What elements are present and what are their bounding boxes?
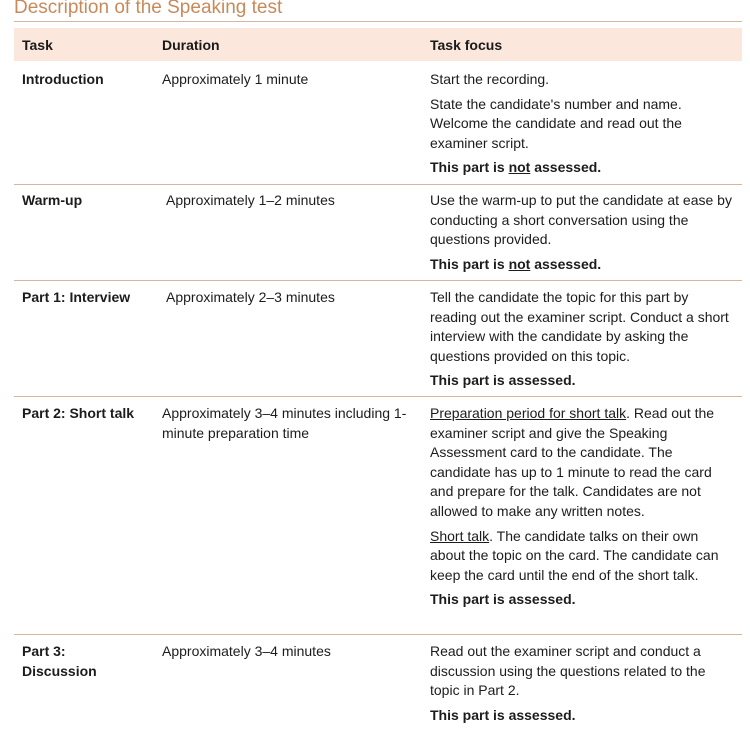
table-row	[14, 70, 742, 185]
assessment-note: This part is not assessed.	[430, 255, 602, 272]
table-row	[14, 191, 742, 281]
assessment-note: This part is not assessed.	[430, 159, 602, 176]
short-talk-label: Short talk	[430, 527, 490, 544]
task-cell: Part 2: Short talk	[22, 405, 135, 421]
focus-cell	[430, 288, 736, 396]
row-divider	[14, 280, 742, 281]
header-task: Task	[22, 37, 53, 53]
focus-cell	[430, 70, 736, 183]
assessment-note: This part is assessed.	[430, 372, 576, 389]
focus-text: Short talk. The candidate talks on their own about the topic on the card. The candidate can keep the card until the end of the short talk.	[430, 527, 719, 583]
duration-cell: Approximately 3–4 minutes including 1-minute preparation time	[162, 405, 407, 441]
table-row	[14, 404, 742, 635]
focus-text: State the candidate's number and name. Welcome the candidate and read out the examiner script.	[430, 95, 682, 151]
task-cell: Introduction	[22, 71, 104, 87]
assessment-note: This part is assessed.	[430, 706, 576, 723]
header-duration: Duration	[162, 37, 220, 53]
duration-cell: Approximately 1 minute	[162, 71, 309, 87]
table-header	[14, 28, 742, 61]
page-title: Description of the Speaking test	[14, 0, 283, 18]
table-row	[14, 642, 742, 728]
focus-text: Start the recording.	[430, 71, 550, 87]
row-divider	[14, 396, 742, 397]
task-cell: Warm-up	[22, 192, 83, 208]
assessment-note: This part is assessed.	[430, 591, 576, 608]
task-cell: Part 3: Discussion	[22, 643, 97, 679]
focus-text: Use the warm-up to put the candidate at ease by conducting a short conversation using the questions provided.	[430, 192, 732, 248]
duration-cell: Approximately 1–2 minutes	[166, 192, 335, 208]
duration-cell: Approximately 3–4 minutes	[162, 643, 331, 659]
focus-text: Read out the examiner script and conduct a discussion using the questions related to the topic in Part 2.	[430, 643, 706, 699]
row-divider	[14, 634, 742, 635]
table-row	[14, 288, 742, 397]
focus-cell	[430, 404, 736, 615]
focus-cell	[430, 191, 736, 279]
row-divider	[14, 184, 742, 185]
title-divider	[14, 21, 742, 22]
focus-cell	[430, 642, 736, 730]
header-task-focus: Task focus	[430, 37, 503, 53]
focus-text: Tell the candidate the topic for this part by reading out the examiner script. Conduct a short interview with the candidate by asking the questions provided on this topic.	[430, 289, 729, 364]
focus-text: Preparation period for short talk. Read out the examiner script and give the Speaking Assessment card to the candidate. The candidate has up to 1 minute to read the card and prepare for the talk. Candidates are not allowed to make any written notes.	[430, 405, 715, 519]
duration-cell: Approximately 2–3 minutes	[166, 289, 335, 305]
prep-period-label: Preparation period for short talk	[430, 405, 627, 421]
task-cell: Part 1: Interview	[22, 289, 131, 305]
